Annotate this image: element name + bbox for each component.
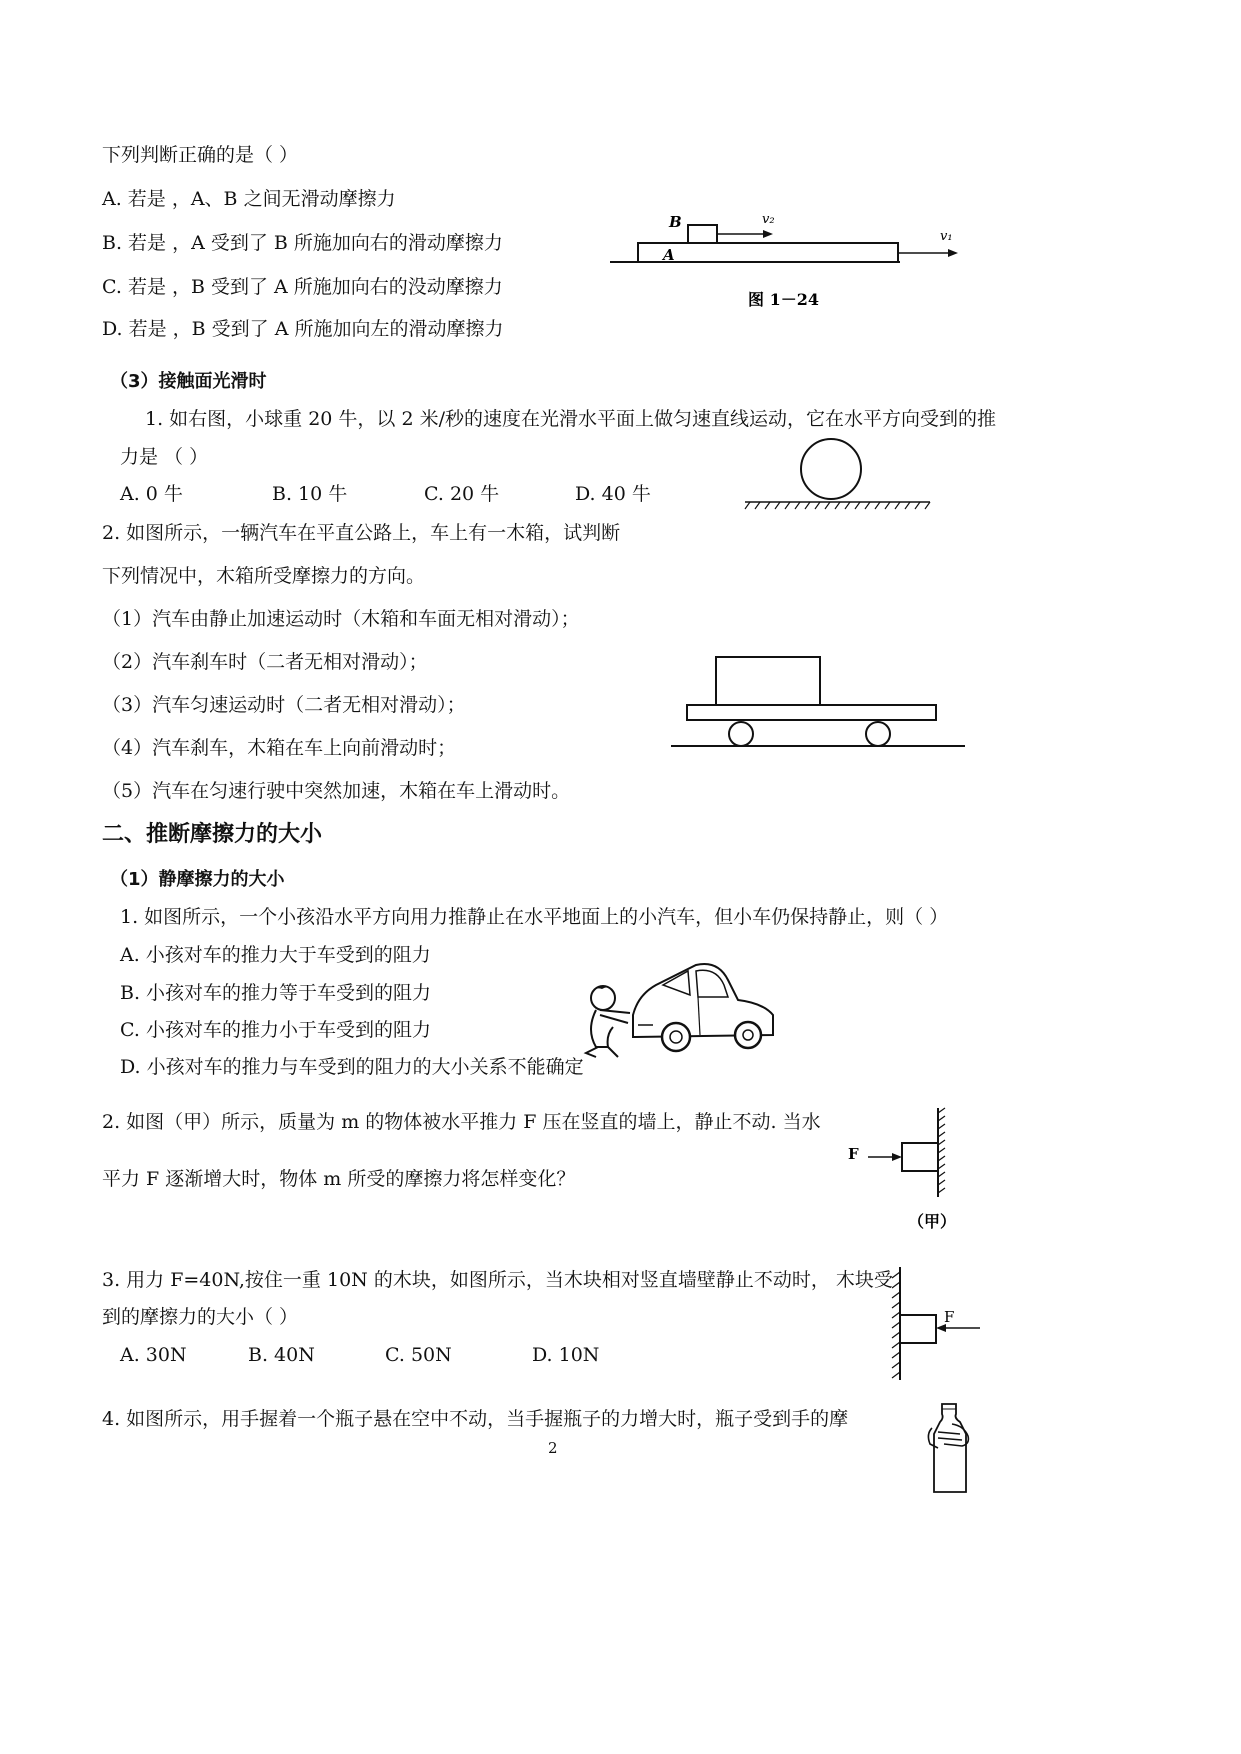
figure-caption-jia: （甲）	[908, 1212, 957, 1231]
blocks-figure	[605, 205, 965, 315]
q1-option-c: C. 20 牛	[424, 483, 500, 505]
option-c: C. 若是 ，B 受到了 A 所施加向右的没动摩擦力	[102, 276, 503, 298]
section-heading: （3）接触面光滑时	[110, 371, 267, 392]
q1-option-d: D. 40 牛	[575, 483, 651, 505]
s2-q2-line1: 2. 如图（甲）所示，质量为 m 的物体被水平推力 F 压在竖直的墙上，静止不动. 当水	[102, 1111, 821, 1133]
s2-q3-option-c: C. 50N	[385, 1344, 452, 1366]
label-v2: v₂	[762, 212, 775, 227]
force-label-f: F	[944, 1308, 955, 1326]
q1-option-a: A. 0 牛	[120, 483, 183, 505]
figure-caption: 图 1－24	[748, 290, 819, 309]
q2-line1: 2. 如图所示，一辆汽车在平直公路上，车上有一木箱，试判断	[102, 522, 621, 544]
q1-line2: 力是 （ ）	[120, 446, 209, 468]
option-b: B. 若是 ，A 受到了 B 所施加向右的滑动摩擦力	[102, 232, 503, 254]
q2-item-3: （3）汽车匀速运动时（二者无相对滑动）；	[102, 694, 466, 716]
s2-q3-option-a: A. 30N	[120, 1344, 187, 1366]
q2-line2: 下列情况中，木箱所受摩擦力的方向。	[102, 565, 426, 587]
label-v1: v₁	[940, 229, 953, 244]
s2-q4-line: 4. 如图所示，用手握着一个瓶子悬在空中不动，当手握瓶子的力增大时，瓶子受到手的摩	[102, 1408, 849, 1430]
option-a: A. 若是 ，A、B 之间无滑动摩擦力	[102, 188, 396, 210]
sub-heading: （1）静摩擦力的大小	[110, 869, 285, 890]
s2-q2-line2: 平力 F 逐渐增大时，物体 m 所受的摩擦力将怎样变化？	[102, 1168, 576, 1190]
label-b: B	[669, 213, 682, 231]
wall-block-figure-f	[880, 1262, 990, 1387]
option-d: D. 若是 ，B 受到了 A 所施加向左的滑动摩擦力	[102, 318, 504, 340]
s2-q3-line1: 3. 用力 F=40N,按住一重 10N 的木块，如图所示，当木块相对竖直墙壁静止不动时， 木块受	[102, 1269, 893, 1291]
truck-figure	[668, 650, 968, 755]
s2-q3-option-d: D. 10N	[532, 1344, 600, 1366]
s2-q3-option-b: B. 40N	[248, 1344, 315, 1366]
force-label: F	[848, 1145, 859, 1163]
hand-bottle-figure	[922, 1400, 982, 1500]
question-intro: 下列判断正确的是（ ）	[102, 144, 299, 166]
q1-line1: 1. 如右图，小球重 20 牛，以 2 米/秒的速度在光滑水平面上做匀速直线运动，它在水平方向受到的推	[145, 408, 996, 430]
s2-q1-option-b: B. 小孩对车的推力等于车受到的阻力	[120, 982, 432, 1004]
s2-q3-line2: 到的摩擦力的大小（ ）	[102, 1306, 299, 1328]
s2-q1-option-c: C. 小孩对车的推力小于车受到的阻力	[120, 1019, 431, 1041]
ball-figure	[740, 435, 940, 515]
s2-q1-option-d: D. 小孩对车的推力与车受到的阻力的大小关系不能确定	[120, 1056, 584, 1078]
q2-item-5: （5）汽车在匀速行驶中突然加速，木箱在车上滑动时。	[102, 780, 571, 802]
label-a: A	[663, 246, 675, 264]
q1-option-b: B. 10 牛	[272, 483, 348, 505]
q2-item-4: （4）汽车刹车，木箱在车上向前滑动时；	[102, 737, 457, 759]
section-heading-2: 二、推断摩擦力的大小	[102, 822, 323, 847]
page-number: 2	[548, 1439, 558, 1457]
q2-item-2: （2）汽车刹车时（二者无相对滑动）；	[102, 651, 428, 673]
child-pushing-car-figure	[578, 955, 778, 1075]
q2-item-1: （1）汽车由静止加速运动时（木箱和车面无相对滑动）；	[102, 608, 580, 630]
s2-q1-option-a: A. 小孩对车的推力大于车受到的阻力	[120, 944, 431, 966]
s2-q1-line: 1. 如图所示，一个小孩沿水平方向用力推静止在水平地面上的小汽车，但小车仍保持静止，则（ ）	[120, 906, 949, 928]
wall-block-figure-jia	[840, 1105, 990, 1235]
